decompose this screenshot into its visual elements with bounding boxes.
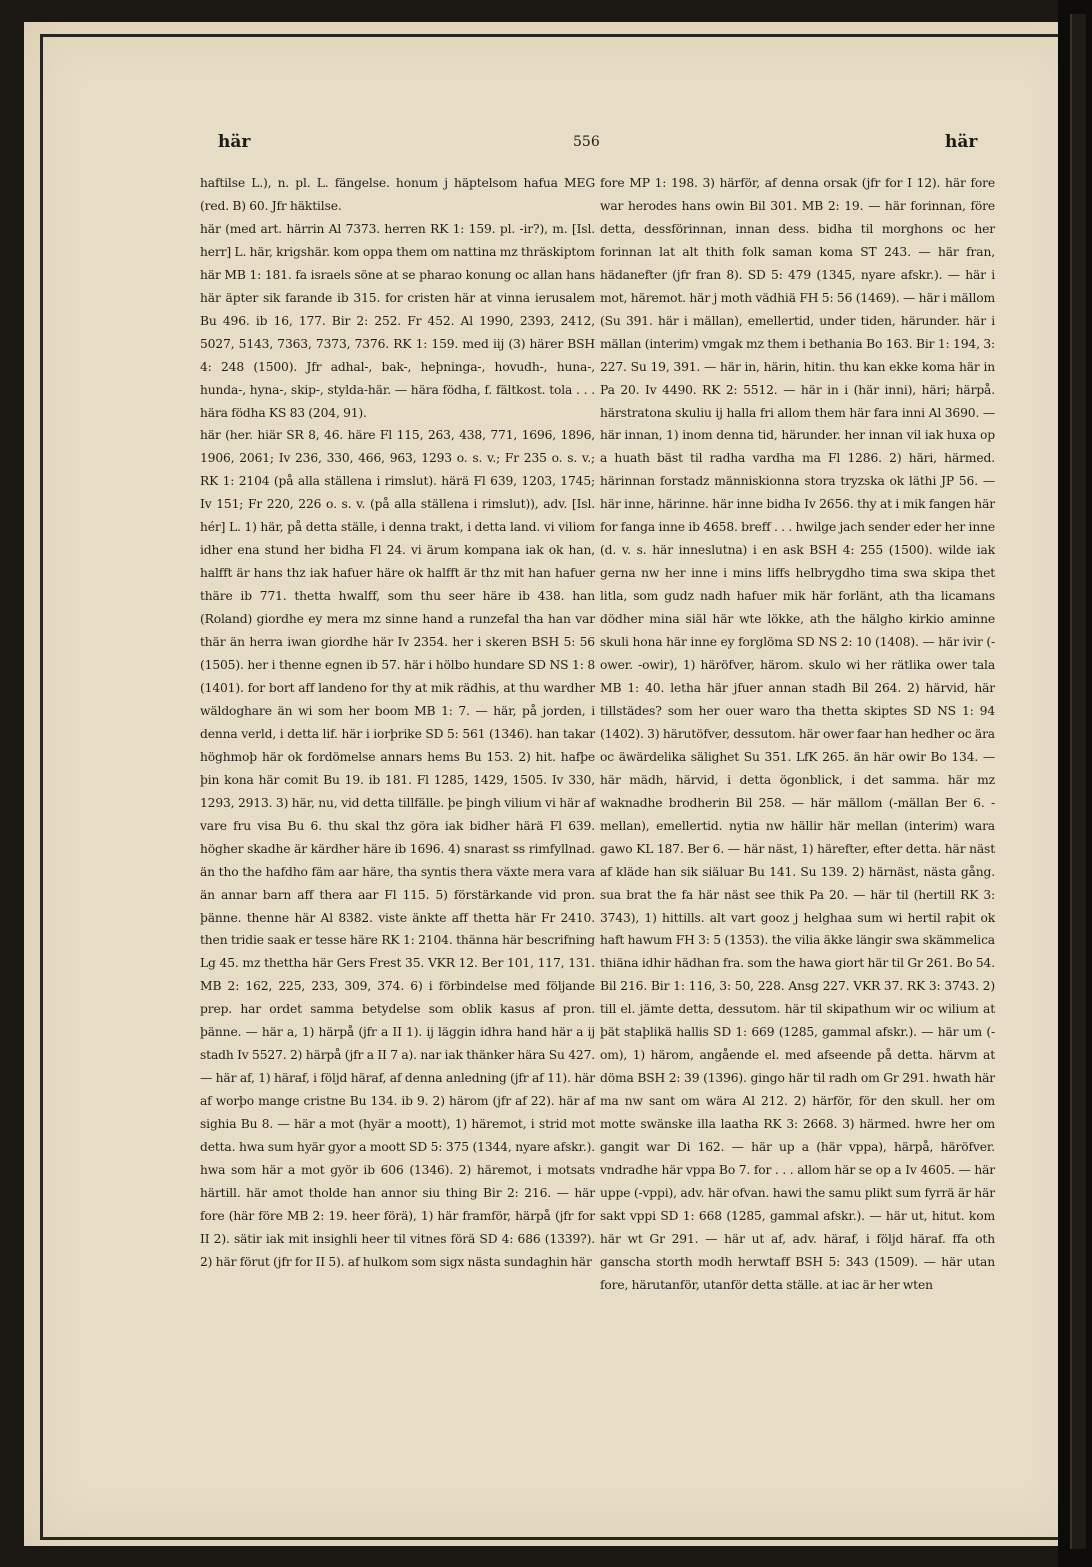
entry-har-adverb-continued: fore MP 1: 198. 3) härför, af denna orsak (jfr for I 12). här fore war herodes hans owin Bil 301. MB 2: 19. — här forinnan, före detta, dessförinnan, innan dess. bidha til morghons oc her forinnan lat alt thith folk saman koma ST 243. — här fran, hädanefter (jfr fran 8). SD 5: 479 (1345, nyare afskr.). — här i mot, häremot. här j moth vädhiä FH 5: 56 (1469). — här i mällom (Su 391. här i mällan), emellertid, under tiden, härunder. här i mällan (interim) vmgak mz them i bethania Bo 163. Bir 1: 194, 3: 227. Su 19, 391. — här in, härin, hitin. thu kan ekke koma här in Pa 20. Iv 4490. RK 2: 5512. — här in i (här inni), häri; härpå. härstratona skuliu ij halla fri allom them här fara inni Al 3690. — här innan, 1) inom denna tid, härunder. her innan vil iak huxa op a huath bäst til radha vardha ma Fl 1286. 2) häri, härmed. härinnan forstadz människionna stora tryzska ok läthi JP 56. — här inne, härinne. här inne bidha Iv 2656. thy at i mik fangen här for fanga inne ib 4658. breff . . . hwilge jach sender eder her inne (d. v. s. här inneslutna) i en ask BSH 4: 255 (1500). wilde iak gerna nw her inne i mins liffs helbrygdho tima swa skipa thet litla, som gudz nadh hafuer mik här forlänt, ath tha licamans dödher mina siäl här wte lökke, ath the hälgho kirkio aminne skuli hona här inne ey forglöma SD NS 2: 10 (1408). — här ivir (-ower. -owir), 1) häröfver, härom. skulo wi her rätlika ower tala MB 1: 40. letha här jfuer annan stadh Bil 264. 2) härvid, här tillstädes? som her ouer waro tha thetta skiptes SD NS 1: 94 (1402). 3) härutöfver, dessutom. här ower faar han hedher oc ära oc äwärdelika sälighet Su 351. LfK 265. än här owir Bo 134. — här mädh, härvid, i detta ögonblick, i det samma. här mz waknadhe brodherin Bil 258. — här mällom (-mällan Ber 6. -mellan), emellertid. nytia nw hällir här mellan (interim) wara gawo KL 187. Ber 6. — här näst, 1) härefter, efter detta. här näst af kläde han sik siäluar Bu 141. Su 139. 2) härnäst, nästa gång. sua brat the fa här näst see thik Pa 20. — här til (hertill RK 3: 3743), 1) hittills. alt vart gooz j helghaa sum wi hertil raþit ok haft hawum FH 3: 5 (1353). the vilia äkke längir swa skämmelica thiäna idhir hädhan fra. som the hawa giort här til Gr 261. Bo 54. Bil 216. Bir 1: 116, 3: 50, 228. Ansg 227. VKR 37. RK 3: 3743. 2) till el. jämte detta, dessutom. här til skipathum wir oc wilium at þät staþlikä hallis SD 1: 669 (1285, gammal afskr.). — här um (-om), 1) härom, angående el. med afseende på detta. härvm at döma BSH 2: 39 (1396). gingo här til radh om Gr 291. hwath här ma nw sant om wära Al 212. 2) härför, för den skull. her om motte swänske illa laatha RK 3: 2668. 3) härmed. hwre her om gangit war Di 162. — här up a (här vppa), härpå, häröfver. vndradhe här vppa Bo 7. for . . . allom här se op a Iv 4605. — här uppe (-vppi), adv. här ofvan. hawi the samu plikt sum fyrrä är här sakt vppi SD 1: 668 (1285, gammal afskr.). — här ut, hitut. kom här wt Gr 291. — här ut af, adv. häraf, i följd häraf. ffa oth ganscha storth modh herwtaff BSH 5: 343 (1509). — här utan fore, härutanför, utanför detta ställe. at iac är her wten <box>600 176 995 1292</box>
running-header <box>40 132 1050 158</box>
right-column <box>600 172 995 1297</box>
headword-left: här <box>218 132 251 152</box>
entry-har-adverb: här (her. hiär SR 8, 46. häre Fl 115, 263, 438, 771, 1696, 1896, 1906, 2061; Iv 236, 330, 466, 963, 1293 o. s. v.; Fr 235 o. s. v.; RK 1: 2104 (på alla ställena i rimslut). härä Fl 639, 1203, 1745; Iv 151; Fr 220, 226 o. s. v. (på alla ställena i rimslut)), adv. [Isl. hér] L. 1) här, på detta ställe, i denna trakt, i detta land. vi viliom idher ena stund her bidha Fl 24. vi ärum kompana iak ok han, halfft är hans thz iak hafuer häre ok halfft är thz mit han hafuer thäre ib 771. thetta hwalff, som thu seer häre ib 438. han (Roland) giordhe ey mera mz sinne hand a runzefal tha han var thär än herra iwan giordhe här Iv 2354. her i skeren BSH 5: 56 (1505). her i thenne egnen ib 57. här i hölbo hundare SD NS 1: 8 (1401). for bort aff landeno for thy at mik rädhis, at thu wardher wäldoghare än wi som her boom MB 1: 7. — här, på jorden, i denna verld, i detta lif. här i iorþrike SD 5: 561 (1346). han takar höghmoþ här ok fordömelse annars hems Bu 153. 2) hit. hafþe þin kona här comit Bu 19. ib 181. Fl 1285, 1429, 1505. Iv 330, 1293, 2913. 3) här, nu, vid detta tillfälle. þe þingh vilium vi här af vare fru visa Bu 6. thu skal thz göra iak bidher härä Fl 639. högher skadhe är kärdher häre ib 1696. 4) snarast ss rimfyllnad. än tho the hafdho fäm aar häre, tha syntis thera växte mera vara än annar barn aff thera aar Fl 115. 5) förstärkande vid pron. þänne. thenne här Al 8382. viste änkte aff thetta här Fr 2410. then tridie saak er tesse häre RK 1: 2104. thänna här bescrifning Lg 45. mz thettha här Gers Frest 35. VKR 12. Ber 101, 117, 131. MB 2: 162, 225, 233, 309, 374. 6) i förbindelse med följande prep. har ordet samma betydelse som oblik kasus af pron. þänne. — här a, 1) härpå (jfr a II 1). ij läggin idhra hand här a ij stadh Iv 5527. 2) härpå (jfr a II 7 a). nar iak thänker hära Su 427. — här af, 1) häraf, i följd häraf, af denna anledning (jfr af 11). här af worþo mange cristne Bu 134. ib 9. 2) härom (jfr af 22). här af sighia Bu 8. — här a mot (hyär a moott), 1) häremot, i strid mot detta. hwa sum hyär gyor a moott SD 5: 375 (1344, nyare afskr.). hwa som här a mot györ ib 606 (1346). 2) häremot, i motsats härtill. här amot tholde han annor siu thing Bir 2: 216. — här fore (här före MB 2: 19. heer förä), 1) här framför, härpå (jfr for II 2). sätir iak mit insighli heer til vitnes förä SD 4: 686 (1339?). 2) här förut (jfr for II 5). af hulkom som sigx nästa sundaghin här <box>200 428 595 1269</box>
entry-har-noun: här (med art. härrin Al 7373. herren RK 1: 159. pl. -ir?), m. [Isl. herr] L. här, krigshär. kom oppa them om nattina mz thräskiptom här MB 1: 181. fa israels söne at se pharao konung oc allan hans här äpter sik farande ib 315. for cristen här at vinna ierusalem Bu 496. ib 16, 177. Bir 2: 252. Fr 452. Al 1990, 2393, 2412, 5027, 5143, 7363, 7373, 7376. RK 1: 159. med iij (3) härer BSH 4: 248 (1500). Jfr adhal-, bak-, heþninga-, hovudh-, huna-, hunda-, hyna-, skip-, stylda-här. — hära födha, f. fältkost. tola . . . hära födha KS 83 (204, 91). <box>200 221 595 420</box>
left-column <box>200 172 595 1274</box>
scan-edge <box>1058 0 1092 1567</box>
entry-haftilse: haftilse L.), n. pl. L. fängelse. honum j häptelsom hafua MEG (red. B) 60. Jfr häktilse. <box>200 176 595 213</box>
headword-right: här <box>945 132 978 152</box>
page-number: 556 <box>573 134 600 150</box>
